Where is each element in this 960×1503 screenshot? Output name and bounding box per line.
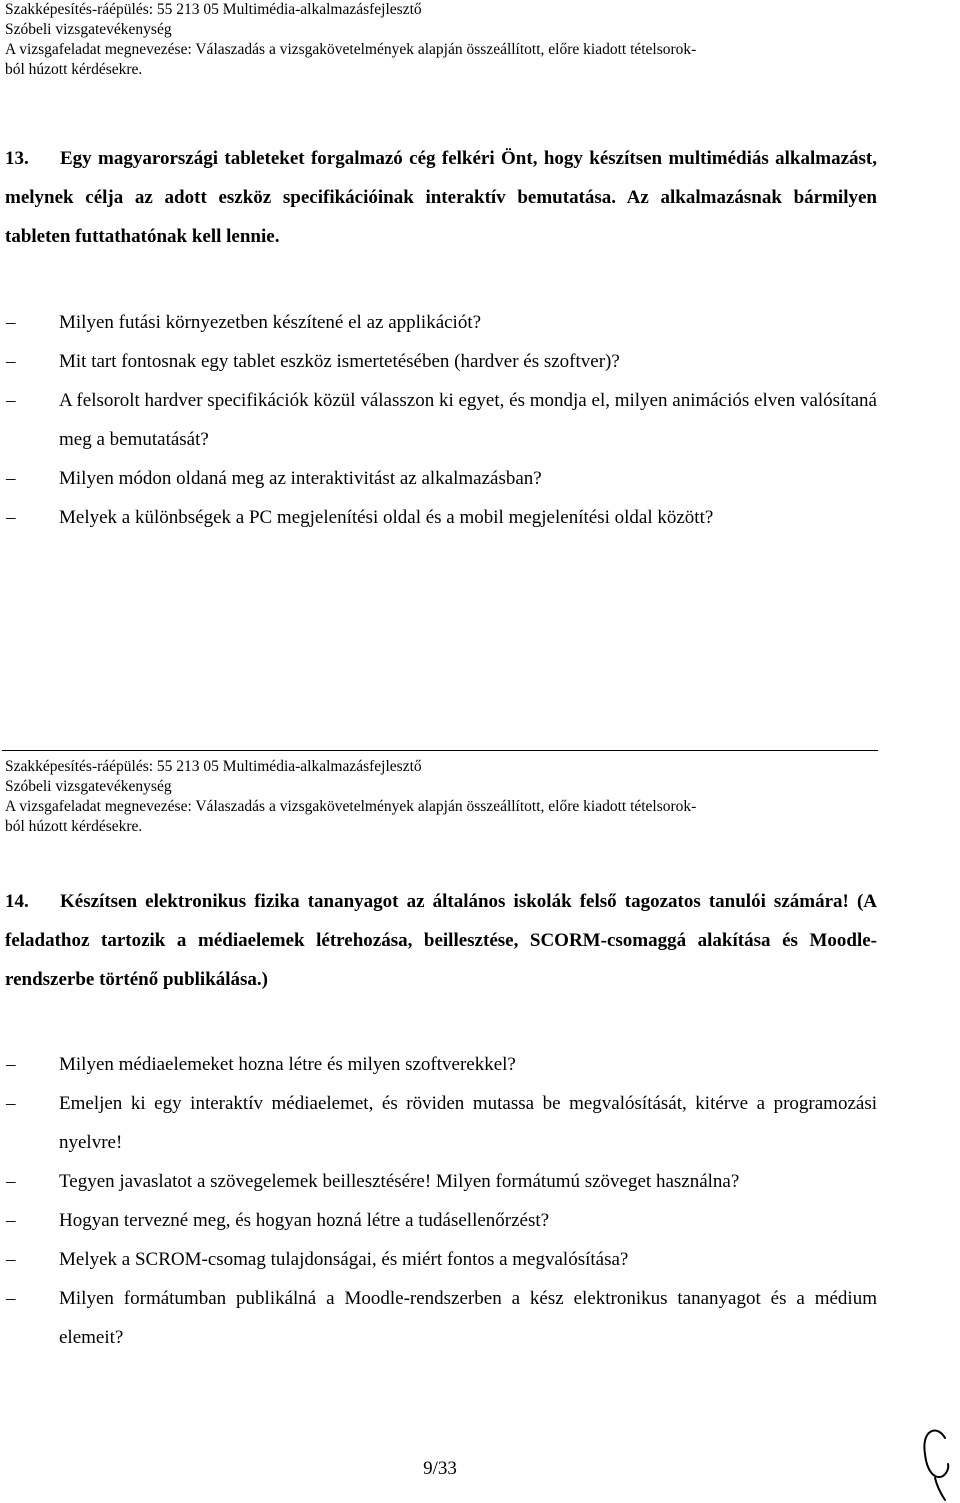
question-14-title <box>5 882 877 999</box>
list-item: – Melyek a különbségek a PC megjelenítési oldal és a mobil megjelenítési oldal között? <box>0 498 877 537</box>
list-item: – Milyen futási környezetben készítené el az applikációt? <box>0 303 877 342</box>
dash-bullet: – <box>6 1171 16 1192</box>
section-divider <box>2 750 878 751</box>
dash-bullet: – <box>6 351 16 372</box>
list-item: – A felsorolt hardver specifikációk közül válasszon ki egyet, és mondja el, milyen animációs elven valósítaná meg a bemutatását? <box>0 381 877 459</box>
list-item: – Mit tart fontosnak egy tablet eszköz ismertetésében (hardver és szoftver)? <box>0 342 877 381</box>
dash-bullet: – <box>6 1054 16 1075</box>
list-item: – Hogyan tervezné meg, és hogyan hozná létre a tudásellenőrzést? <box>0 1201 877 1240</box>
dash-bullet: – <box>6 1288 16 1309</box>
question-text: Egy magyarországi tableteket forgalmazó cég felkéri Önt, hogy készítsen multimédiás alkalmazást, melynek célja az adott eszköz specifikációinak interaktív bemutatása. Az alkalmazásnak bármilyen tableten futtathatónak kell lennie. <box>5 148 877 247</box>
header-exam-type: Szóbeli vizsgatevékenység <box>5 21 172 38</box>
page-header <box>5 0 880 80</box>
question-13-title <box>5 139 877 256</box>
question-text: Készítsen elektronikus fizika tananyagot az általános iskolák felső tagozatos tanulói számára! (A feladathoz tartozik a médiaelemek létrehozása, beillesztése, SCORM-csomaggá alakítása és Moodle-rendszerbe történő publikálása.) <box>5 891 877 990</box>
dash-bullet: – <box>6 1093 16 1114</box>
list-item: – Emeljen ki egy interaktív médiaelemet, és röviden mutassa be megvalósítását, kitérve a programozási nyelvre! <box>0 1084 877 1162</box>
header-task-name-cont: ból húzott kérdésekre. <box>5 818 143 835</box>
dash-bullet: – <box>6 312 16 333</box>
header-qualification: Szakképesítés-ráépülés: 55 213 05 Multimédia-alkalmazásfejlesztő <box>5 1 422 18</box>
page-number: 9/33 <box>423 1458 457 1479</box>
dash-bullet: – <box>6 1249 16 1270</box>
dash-bullet: – <box>6 507 16 528</box>
list-item: – Milyen formátumban publikálná a Moodle-rendszerben a kész elektronikus tananyagot és a médium elemeit? <box>0 1279 877 1357</box>
dash-bullet: – <box>6 390 16 411</box>
page-header <box>5 757 880 837</box>
question-number: 14. <box>5 891 29 912</box>
header-exam-type: Szóbeli vizsgatevékenység <box>5 778 172 795</box>
header-task-name-cont: ból húzott kérdésekre. <box>5 61 143 78</box>
header-task-name: A vizsgafeladat megnevezése: Válaszadás a vizsgakövetelmények alapján összeállított, előre kiadott tételsorok- <box>5 41 697 58</box>
header-qualification: Szakképesítés-ráépülés: 55 213 05 Multimédia-alkalmazásfejlesztő <box>5 758 422 775</box>
handwritten-initial-signature <box>915 1418 955 1503</box>
list-item: – Milyen médiaelemeket hozna létre és milyen szoftverekkel? <box>0 1045 877 1084</box>
question-14-subquestions <box>0 1045 877 1357</box>
question-13-subquestions <box>0 303 877 537</box>
dash-bullet: – <box>6 468 16 489</box>
dash-bullet: – <box>6 1210 16 1231</box>
header-task-name: A vizsgafeladat megnevezése: Válaszadás a vizsgakövetelmények alapján összeállított, előre kiadott tételsorok- <box>5 798 697 815</box>
list-item: – Melyek a SCROM-csomag tulajdonságai, és miért fontos a megvalósítása? <box>0 1240 877 1279</box>
list-item: – Milyen módon oldaná meg az interaktivitást az alkalmazásban? <box>0 459 877 498</box>
list-item: – Tegyen javaslatot a szövegelemek beillesztésére! Milyen formátumú szöveget használna? <box>0 1162 877 1201</box>
question-number: 13. <box>5 148 29 169</box>
